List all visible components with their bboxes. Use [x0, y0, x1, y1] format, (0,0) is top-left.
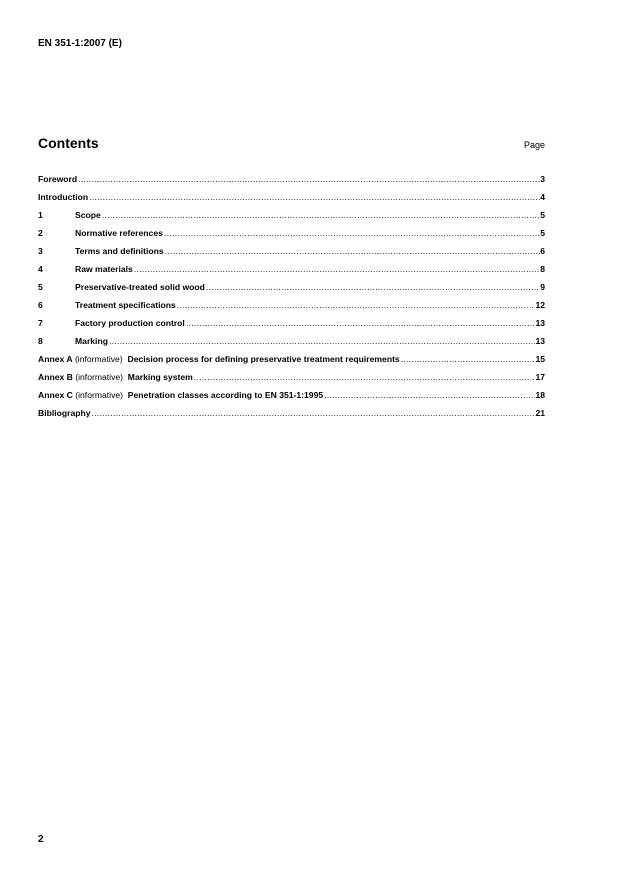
toc-entry-page: 5: [540, 228, 545, 238]
toc-dot-leader: [194, 372, 536, 382]
toc-entry-title: Normative references: [75, 228, 163, 238]
toc-entry-raw-materials[interactable]: [38, 264, 545, 282]
toc-entry-factory-production-control[interactable]: [38, 318, 545, 336]
toc-entry-title: Terms and definitions: [75, 246, 164, 256]
toc-entry-page: 17: [535, 372, 545, 382]
contents-heading: Contents: [38, 135, 99, 151]
toc-entry-number: 2: [38, 228, 43, 238]
toc-entry-number: 3: [38, 246, 43, 256]
toc-dot-leader: [324, 390, 535, 400]
document-id: EN 351-1:2007 (E): [38, 38, 122, 49]
page-number: 2: [38, 834, 44, 845]
toc-entry-page: 8: [540, 264, 545, 274]
toc-entry-title: Preservative-treated solid wood: [75, 282, 205, 292]
toc-entry-number: 7: [38, 318, 43, 328]
toc-entry-page: 3: [540, 174, 545, 184]
toc-entry-annex-b[interactable]: [38, 372, 545, 390]
page-column-label: Page: [523, 140, 545, 150]
toc-entry-annex-a[interactable]: [38, 354, 545, 372]
toc-annex-label: Annex C: [38, 390, 73, 400]
toc-entry-title: Penetration classes according to EN 351-1:1995: [127, 390, 324, 400]
toc-entry-number: 5: [38, 282, 43, 292]
toc-dot-leader: [102, 210, 540, 220]
toc-entry-foreword[interactable]: [38, 174, 545, 192]
toc-entry-title: Scope: [75, 210, 101, 220]
toc-entry-title: Marking: [75, 336, 108, 346]
toc-annex-info: (informative): [75, 390, 124, 400]
toc-dot-leader: [89, 192, 540, 202]
toc-entry-number: 4: [38, 264, 43, 274]
toc-entry-page: 12: [535, 300, 545, 310]
toc-entry-number: 6: [38, 300, 43, 310]
toc-entry-normative-references[interactable]: [38, 228, 545, 246]
toc-entry-page: 9: [540, 282, 545, 292]
toc-dot-leader: [134, 264, 540, 274]
toc-entry-title: Raw materials: [75, 264, 133, 274]
toc-dot-leader: [186, 318, 536, 328]
toc-entry-title: Introduction: [38, 192, 89, 202]
toc-entry-number: 8: [38, 336, 43, 346]
toc-entry-title: Factory production control: [75, 318, 185, 328]
toc-entry-title: Marking system: [127, 372, 193, 382]
toc-entry-title: Decision process for defining preservative treatment requirements: [127, 354, 400, 364]
toc-entry-title: Bibliography: [38, 408, 91, 418]
toc-entry-treatment-specifications[interactable]: [38, 300, 545, 318]
toc-dot-leader: [177, 300, 536, 310]
toc-entry-annex-c[interactable]: [38, 390, 545, 408]
toc-dot-leader: [78, 174, 540, 184]
toc-entry-page: 13: [535, 336, 545, 346]
toc-entry-page: 18: [535, 390, 545, 400]
toc-dot-leader: [401, 354, 536, 364]
toc-entry-marking[interactable]: [38, 336, 545, 354]
toc-entry-page: 4: [540, 192, 545, 202]
toc-entry-number: 1: [38, 210, 43, 220]
toc-dot-leader: [206, 282, 540, 292]
table-of-contents: [38, 174, 545, 426]
toc-annex-label: Annex A: [38, 354, 73, 364]
toc-entry-preservative-treated-solid-wood[interactable]: [38, 282, 545, 300]
toc-entry-title: Foreword: [38, 174, 78, 184]
toc-entry-page: 5: [540, 210, 545, 220]
toc-entry-introduction[interactable]: [38, 192, 545, 210]
toc-annex-info: (informative): [74, 354, 123, 364]
toc-entry-page: 6: [540, 246, 545, 256]
toc-annex-info: (informative): [75, 372, 124, 382]
toc-entry-page: 15: [535, 354, 545, 364]
toc-dot-leader: [164, 228, 540, 238]
toc-entry-title: Treatment specifications: [75, 300, 176, 310]
toc-dot-leader: [165, 246, 541, 256]
toc-entry-page: 13: [535, 318, 545, 328]
toc-entry-bibliography[interactable]: [38, 408, 545, 426]
toc-dot-leader: [92, 408, 536, 418]
toc-entry-terms-and-definitions[interactable]: [38, 246, 545, 264]
toc-entry-scope[interactable]: [38, 210, 545, 228]
toc-entry-page: 21: [535, 408, 545, 418]
toc-dot-leader: [109, 336, 535, 346]
toc-annex-label: Annex B: [38, 372, 73, 382]
